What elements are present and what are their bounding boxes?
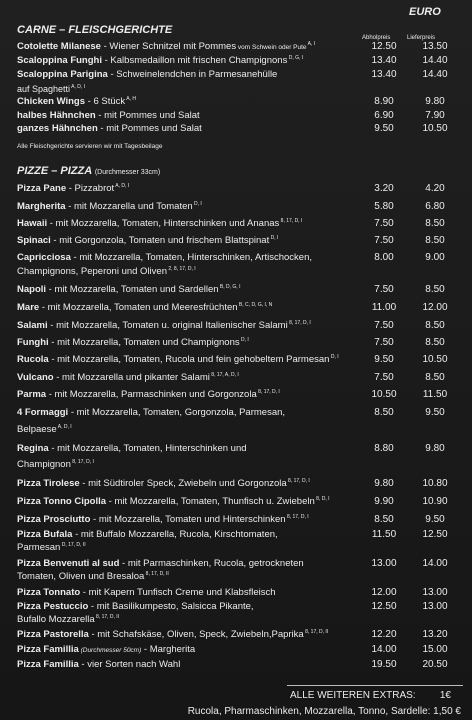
menu-item: Cotolette Milanese - Wiener Schnitzel mit Pommes vom Schwein oder Pute $^{A, I}$ 12.50 13.50 <box>17 41 462 53</box>
menu-item: Chicken Wings - 6 Stück $^{A, H}$ 8.90 9.80 <box>17 96 462 108</box>
pickup-price: 19.50 <box>371 659 397 670</box>
menu-item: halbes Hähnchen - mit Pommes und Salat 6.90 7.90 <box>17 110 462 122</box>
delivery-price: 9.80 <box>425 443 445 454</box>
menu-item: Pizza Benvenuti al sud - mit Parmaschinken, Rucola, getrockneten 13.00 14.00 <box>17 558 462 570</box>
menu-item: Pizza Pastorella - mit Schafskäse, Oliven, Speck, Zwiebeln,Paprika $^{8, 17, D, II}$ 12.20 13.20 <box>17 629 462 641</box>
item-continuation: Champignon $^{8, 17, D, I}$ <box>17 458 94 470</box>
delivery-price: 7.90 <box>425 110 445 121</box>
menu-item: Pizza Tonnato - mit Kapern Tunfisch Creme und Klabsfleisch 12.00 13.00 <box>17 587 462 599</box>
side-dish-note: Alle Fleischgerichte servieren wir mit Tagesbeilage <box>17 143 163 150</box>
currency-header: EURO <box>409 6 441 18</box>
pickup-price: 8.50 <box>374 407 394 418</box>
pickup-price: 8.90 <box>374 96 394 107</box>
menu-item: Capricciosa - mit Mozzarella, Tomaten, Hinterschinken, Artischocken, 8.00 9.00 <box>17 252 462 264</box>
menu-item: Pizza Prosciutto - mit Mozzarella, Tomaten und Hinterschinken $^{8, 17, D, I}$ 8.50 9.50 <box>17 514 462 526</box>
pickup-price: 14.00 <box>371 644 397 655</box>
delivery-price: 6.80 <box>425 201 445 212</box>
delivery-price: 10.50 <box>422 123 448 134</box>
delivery-price: 10.50 <box>422 354 448 365</box>
pickup-price: 9.90 <box>374 496 394 507</box>
menu-item: Pizza Tirolese - mit Südtiroler Speck, Zwiebeln und Gorgonzola $^{8, 17, D, I}$ 9.80 10.80 <box>17 478 462 490</box>
column-header-pickup: Abholpreis <box>362 35 391 41</box>
delivery-price: 10.90 <box>422 496 448 507</box>
delivery-price: 14.00 <box>422 558 448 569</box>
menu-item: Scaloppina Parigina - Schweinelendchen in Parmesanehülle 13.40 14.40 <box>17 69 462 81</box>
pickup-price: 7.50 <box>374 235 394 246</box>
menu-item: Pizza Pane - Pizzabrot $^{A, D, I}$ 3.20 4.20 <box>17 183 462 195</box>
pickup-price: 12.50 <box>371 601 397 612</box>
menu-item: 4 Formaggi - mit Mozzarella, Tomaten, Gorgonzola, Parmesan, 8.50 9.50 <box>17 407 462 419</box>
menu-item: Parma - mit Mozzarella, Parmaschinken und Gorgonzola $^{8, 17, D, I}$ 10.50 11.50 <box>17 389 462 401</box>
pickup-price: 6.90 <box>374 110 394 121</box>
item-continuation: auf Spaghetti $^{A, D, I}$ <box>17 84 86 94</box>
pickup-price: 13.40 <box>371 55 397 66</box>
delivery-price: 13.00 <box>422 601 448 612</box>
delivery-price: 8.50 <box>425 372 445 383</box>
menu-item: Pizza Tonno Cipolla - mit Mozzarella, Tomaten, Thunfisch u. Zwiebeln $^{8, D, I}$ 9.90 10.90 <box>17 496 462 508</box>
menu-item: Funghi - mit Mozzarella, Tomaten und Champignons $^{D, I}$ 7.50 8.50 <box>17 337 462 349</box>
delivery-price: 4.20 <box>425 183 445 194</box>
delivery-price: 11.50 <box>422 389 448 400</box>
pickup-price: 8.50 <box>374 514 394 525</box>
delivery-price: 13.50 <box>422 41 448 52</box>
menu-item: Vulcano - mit Mozzarella und pikanter Salami $^{8, 17, A, D, I}$ 7.50 8.50 <box>17 372 462 384</box>
delivery-price: 9.80 <box>425 96 445 107</box>
delivery-price: 9.50 <box>425 514 445 525</box>
menu-item: Salami - mit Mozzarella, Tomaten u. original Italienischer Salami $^{8, 17, D, I}$ 7.50 8.50 <box>17 320 462 332</box>
menu-item: Hawaii - mit Mozzarella, Tomaten, Hinterschinken und Ananas $^{8, 17, D, I}$ 7.50 8.50 <box>17 218 462 230</box>
section-title-pizze: PIZZE – PIZZA (Durchmesser 33cm) <box>17 165 161 177</box>
extras-label: ALLE WEITEREN EXTRAS: <box>290 690 416 701</box>
delivery-price: 14.40 <box>422 69 448 80</box>
extras-row <box>290 690 451 701</box>
menu-item: Regina - mit Mozzarella, Tomaten, Hinterschinken und 8.80 9.80 <box>17 443 462 455</box>
pickup-price: 9.50 <box>374 123 394 134</box>
pickup-price: 13.00 <box>371 558 397 569</box>
delivery-price: 12.00 <box>422 302 448 313</box>
pickup-price: 7.50 <box>374 218 394 229</box>
column-header-delivery: Lieferpreis <box>407 35 436 41</box>
delivery-price: 8.50 <box>425 320 445 331</box>
delivery-price: 14.40 <box>422 55 448 66</box>
delivery-price: 13.00 <box>422 587 448 598</box>
menu-item: Napoli - mit Mozzarella, Tomaten und Sardellen $^{B, D, G, I}$ 7.50 8.50 <box>17 284 462 296</box>
pickup-price: 7.50 <box>374 337 394 348</box>
pickup-price: 7.50 <box>374 372 394 383</box>
delivery-price: 8.50 <box>425 337 445 348</box>
pickup-price: 8.00 <box>374 252 394 263</box>
delivery-price: 9.50 <box>425 407 445 418</box>
delivery-price: 9.00 <box>425 252 445 263</box>
delivery-price: 20.50 <box>422 659 448 670</box>
delivery-price: 15.00 <box>422 644 448 655</box>
item-continuation: Bufallo Mozzarella $^{8, 17, D, II}$ <box>17 613 120 625</box>
pickup-price: 9.80 <box>374 478 394 489</box>
pickup-price: 5.80 <box>374 201 394 212</box>
menu-item: Rucola - mit Mozzarella, Tomaten, Rucola und fein gehobeltem Parmesan $^{D, I}$ 9.50 10.50 <box>17 354 462 366</box>
menu-item: Scaloppina Funghi - Kalbsmedaillon mit frischen Champignons $^{D, G, I}$ 13.40 14.40 <box>17 55 462 67</box>
extras-list: Rucola, Pharmaschinken, Mozzarella, Tonno, Sardelle: 1,50 € <box>187 706 461 717</box>
pickup-price: 3.20 <box>374 183 394 194</box>
pickup-price: 8.80 <box>374 443 394 454</box>
extras-price: 1€ <box>439 690 451 701</box>
item-continuation: Belpaese $^{A, D, I}$ <box>17 423 72 435</box>
menu-item: Spinaci - mit Gorgonzola, Tomaten und frischem Blattspinat $^{D, I}$ 7.50 8.50 <box>17 235 462 247</box>
pickup-price: 11.50 <box>371 529 397 540</box>
menu-item: ganzes Hähnchen - mit Pommes und Salat 9.50 10.50 <box>17 123 462 135</box>
extras-divider <box>287 685 463 686</box>
pickup-price: 10.50 <box>371 389 397 400</box>
pickup-price: 7.50 <box>374 284 394 295</box>
menu-item: Pizza Famillia - vier Sorten nach Wahl 19.50 20.50 <box>17 659 462 671</box>
delivery-price: 8.50 <box>425 284 445 295</box>
menu-item: Mare - mit Mozzarella, Tomaten und Meeresfrüchten $^{B, C, D, G, I, N}$ 11.00 12.00 <box>17 302 462 314</box>
delivery-price: 13.20 <box>422 629 448 640</box>
pickup-price: 12.00 <box>371 587 397 598</box>
menu-item: Pizza Famillia (Durchmesser 50cm) - Margherita 14.00 15.00 <box>17 644 462 656</box>
section-title-carne: CARNE – FLEISCHGERICHTE <box>17 24 173 36</box>
menu-item: Pizza Bufala - mit Buffalo Mozzarella, Rucola, Kirschtomaten, 11.50 12.50 <box>17 529 462 541</box>
pickup-price: 12.50 <box>371 41 397 52</box>
pickup-price: 9.50 <box>374 354 394 365</box>
menu-item: Pizza Pestuccio - mit Basilikumpesto, Salsicca Pikante, 12.50 13.00 <box>17 601 462 613</box>
pickup-price: 12.20 <box>371 629 397 640</box>
pickup-price: 7.50 <box>374 320 394 331</box>
delivery-price: 12.50 <box>422 529 448 540</box>
menu-item: Margherita - mit Mozzarella und Tomaten $^{D, I}$ 5.80 6.80 <box>17 201 462 213</box>
item-continuation: Parmesan $^{D, 17, D, II}$ <box>17 541 86 553</box>
delivery-price: 10.80 <box>422 478 448 489</box>
pickup-price: 11.00 <box>371 302 397 313</box>
delivery-price: 8.50 <box>425 235 445 246</box>
delivery-price: 8.50 <box>425 218 445 229</box>
item-continuation: Champignons, Peperoni und Oliven $^{2, 8, 17, D, I}$ <box>17 265 196 277</box>
pickup-price: 13.40 <box>371 69 397 80</box>
item-continuation: Tomaten, Oliven und Bresaloa $^{8, 17, D, II}$ <box>17 570 169 582</box>
